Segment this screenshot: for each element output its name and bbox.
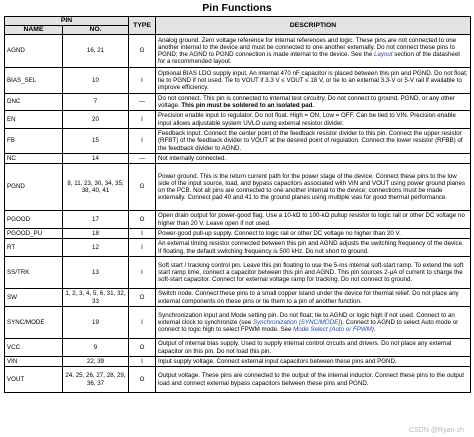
pin-name: VCC — [5, 339, 63, 357]
description-text: ). Connect to AGND to select Auto mode or connect to logic high to select FPWM mode. See — [158, 318, 459, 334]
pin-name: SW — [5, 289, 63, 307]
header-description: DESCRIPTION — [156, 17, 471, 35]
pin-number: 16, 21 — [63, 35, 129, 68]
description-text: Precision enable input to regulator. Do not float. High = ON, Low = OFF. Can be tied to VIN. Precision enable input allows adjustable system UVLO using external resistor divider. — [158, 112, 456, 127]
pin-description — [156, 339, 471, 357]
header-name: NAME — [5, 26, 63, 35]
pin-description — [156, 35, 471, 68]
description-text: Analog ground. Zero voltage reference for internal references and logic. These pins are not connected to one another internal to the device and must be connected to one another externally. Do not connect these pins to PGND; the AGND to PGND connection is made internal to the device. See the — [158, 36, 457, 58]
pin-row — [5, 257, 471, 289]
pin-row — [5, 357, 471, 367]
description-text: Synchronization input and Mode setting pin. Do not float; tie to AGND or logic high if not used. Connect to an external clock to synchronize (see — [158, 311, 455, 326]
pin-type: I — [129, 229, 156, 239]
pin-description — [156, 367, 471, 393]
pin-description — [156, 111, 471, 129]
pin-row — [5, 367, 471, 393]
pin-row — [5, 239, 471, 257]
pin-type: O — [129, 367, 156, 393]
pin-number: 9 — [63, 339, 129, 357]
pin-name: NC — [5, 154, 63, 164]
pin-row — [5, 35, 471, 68]
pin-row — [5, 164, 471, 211]
pin-type: O — [129, 339, 156, 357]
pin-type: O — [129, 289, 156, 307]
description-text: An external timing resistor connected between this pin and AGND adjusts the switching frequency of the device. If floating, the default switching frequency is 500 kHz. Do not short to ground. — [158, 240, 464, 255]
pin-name: FB — [5, 129, 63, 154]
pin-name: SS/TRK — [5, 257, 63, 289]
pin-name: EN — [5, 111, 63, 129]
pin-row — [5, 211, 471, 229]
pin-name: BIAS_SEL — [5, 68, 63, 94]
pin-type: G — [129, 35, 156, 68]
header-no: NO. — [63, 26, 129, 35]
pin-description — [156, 307, 471, 339]
description-text: Power ground. This is the return current path for the power stage of the device. Connect these pins to the low side of the input source, load, and bypass capacitors associated with VIN and VOUT using power ground planes on the PCB. Not all pins are connected to one another internal to the device; connections must be made externally. Connect pad 40 and 41 to the ground planes using multiple vias for good thermal performance. — [158, 172, 466, 202]
pin-number: 18 — [63, 229, 129, 239]
section-link[interactable]: Synchronization (SYNC/MODE) — [252, 318, 341, 326]
pin-name: AGND — [5, 35, 63, 68]
pin-name: DNC — [5, 94, 63, 111]
pin-functions-table — [4, 16, 471, 393]
description-text: Output of internal bias supply. Used to supply internal control circuits and drivers. Do not place any external capacitor on this pin. Do not load this pin. — [158, 340, 452, 355]
description-text: Feedback input. Connect the center point of the feedback resistor divider to this pin. Connect the upper resistor (RFBT) of the feedback divider to VOUT at the desired point of regulation. Connect the lower resistor (RFBB) of the feedback divider to AGND. — [158, 130, 463, 152]
description-text: Do not connect. This pin is connected to internal test circuitry. Do not connect to ground, PGND, or any other voltage. — [158, 94, 455, 109]
description-text: section of the datasheet for a recommended layout. — [158, 51, 460, 66]
pin-name: PGND — [5, 164, 63, 211]
pin-number: 8, 11, 23, 30, 34, 35, 38, 40, 41 — [63, 164, 129, 211]
pin-number: 7 — [63, 94, 129, 111]
header-type: TYPE — [129, 17, 156, 35]
pin-name: SYNC/MODE — [5, 307, 63, 339]
pin-number: 14 — [63, 154, 129, 164]
pin-number: 20 — [63, 111, 129, 129]
pin-description — [156, 211, 471, 229]
description-text: . — [373, 326, 376, 334]
pin-type: I — [129, 239, 156, 257]
pin-number: 17 — [63, 211, 129, 229]
pin-row — [5, 307, 471, 339]
pin-description — [156, 357, 471, 367]
pin-description — [156, 229, 471, 239]
description-text: Optional BIAS LDO supply input. An internal 470 nF capacitor is placed between this pin and PGND. Do not float; tie to PGND if not used. Tie to VOUT if 3.3 V ≤ VOUT ≤ 18 V, or tie to an external 3.3-V or 5-V rail if available to improve efficiency. — [158, 69, 468, 92]
pin-row — [5, 111, 471, 129]
pin-row — [5, 129, 471, 154]
description-text: Not internally connected. — [158, 154, 227, 162]
pin-number: 22, 39 — [63, 357, 129, 367]
pin-type: I — [129, 68, 156, 94]
pin-type: O — [129, 211, 156, 229]
pin-row — [5, 68, 471, 94]
pin-type: I — [129, 129, 156, 154]
pin-description — [156, 164, 471, 211]
description-text: Open drain output for power-good flag. Use a 10-kΩ to 100-kΩ pullup resistor to logic rail or other DC voltage no higher than 20 V. Leave open if not used. — [158, 212, 465, 227]
pin-description — [156, 239, 471, 257]
pin-type: I — [129, 357, 156, 367]
pin-description — [156, 129, 471, 154]
pin-type: G — [129, 164, 156, 211]
description-text: Power-good pull-up supply. Connect to logic rail or other DC voltage no higher than 20 V. — [158, 229, 401, 237]
pin-rows — [5, 35, 471, 393]
pin-description — [156, 289, 471, 307]
pin-number: 12 — [63, 239, 129, 257]
pin-number: 1, 2, 3, 4, 5, 6, 31, 32, 33 — [63, 289, 129, 307]
header-pin: PIN — [5, 17, 129, 26]
description-text: Switch node. Connect these pins to a small copper island under the device for thermal relief. Do not place any external components on these pins or tie them to a pin of another function. — [158, 290, 459, 305]
pin-name: VIN — [5, 357, 63, 367]
pin-type: I — [129, 257, 156, 289]
pin-name: RT — [5, 239, 63, 257]
section-link[interactable]: Mode Select (Auto or FPWM) — [293, 326, 374, 334]
pin-type: — — [129, 154, 156, 164]
pin-name: PGOOD_PU — [5, 229, 63, 239]
section-link[interactable]: Layout — [373, 51, 393, 58]
watermark: CSDN @Ryan·zh — [409, 427, 464, 434]
description-text: Input supply voltage. Connect external input capacitors between these pins and PGND. — [158, 357, 397, 365]
pin-type: I — [129, 307, 156, 339]
pin-type: I — [129, 111, 156, 129]
pin-description — [156, 94, 471, 111]
pin-type: — — [129, 94, 156, 111]
pin-description — [156, 68, 471, 94]
pin-description — [156, 154, 471, 164]
description-text: Output voltage. These pins are connected to the output of the internal inductor. Connect these pins to the output load and connect external bypass capacitors between these pins and PGND. — [158, 372, 465, 387]
pin-number: 19 — [63, 307, 129, 339]
pin-row — [5, 229, 471, 239]
pin-row — [5, 289, 471, 307]
pin-name: PGOOD — [5, 211, 63, 229]
pin-number: 10 — [63, 68, 129, 94]
pin-row — [5, 94, 471, 111]
pin-row — [5, 339, 471, 357]
pin-name: VOUT — [5, 367, 63, 393]
pin-description — [156, 257, 471, 289]
pin-number: 24, 25, 26, 27, 28, 29, 36, 37 — [63, 367, 129, 393]
pin-number: 15 — [63, 129, 129, 154]
pin-number: 13 — [63, 257, 129, 289]
page-title: Pin Functions — [202, 2, 272, 14]
pin-row — [5, 154, 471, 164]
emphasis-text: This pin must be soldered to an isolated pad. — [181, 102, 315, 109]
description-text: Soft start / tracking control pin. Leave this pin floating to use the 5-ms internal soft-start ramp. To extend the soft start ramp time, connect a capacitor between this pin and AGND. This pin sources 2-μA of current to charge the soft-start capacitor. Connect for external voltage ramp for tracking. Do not connect to ground. — [158, 261, 464, 284]
